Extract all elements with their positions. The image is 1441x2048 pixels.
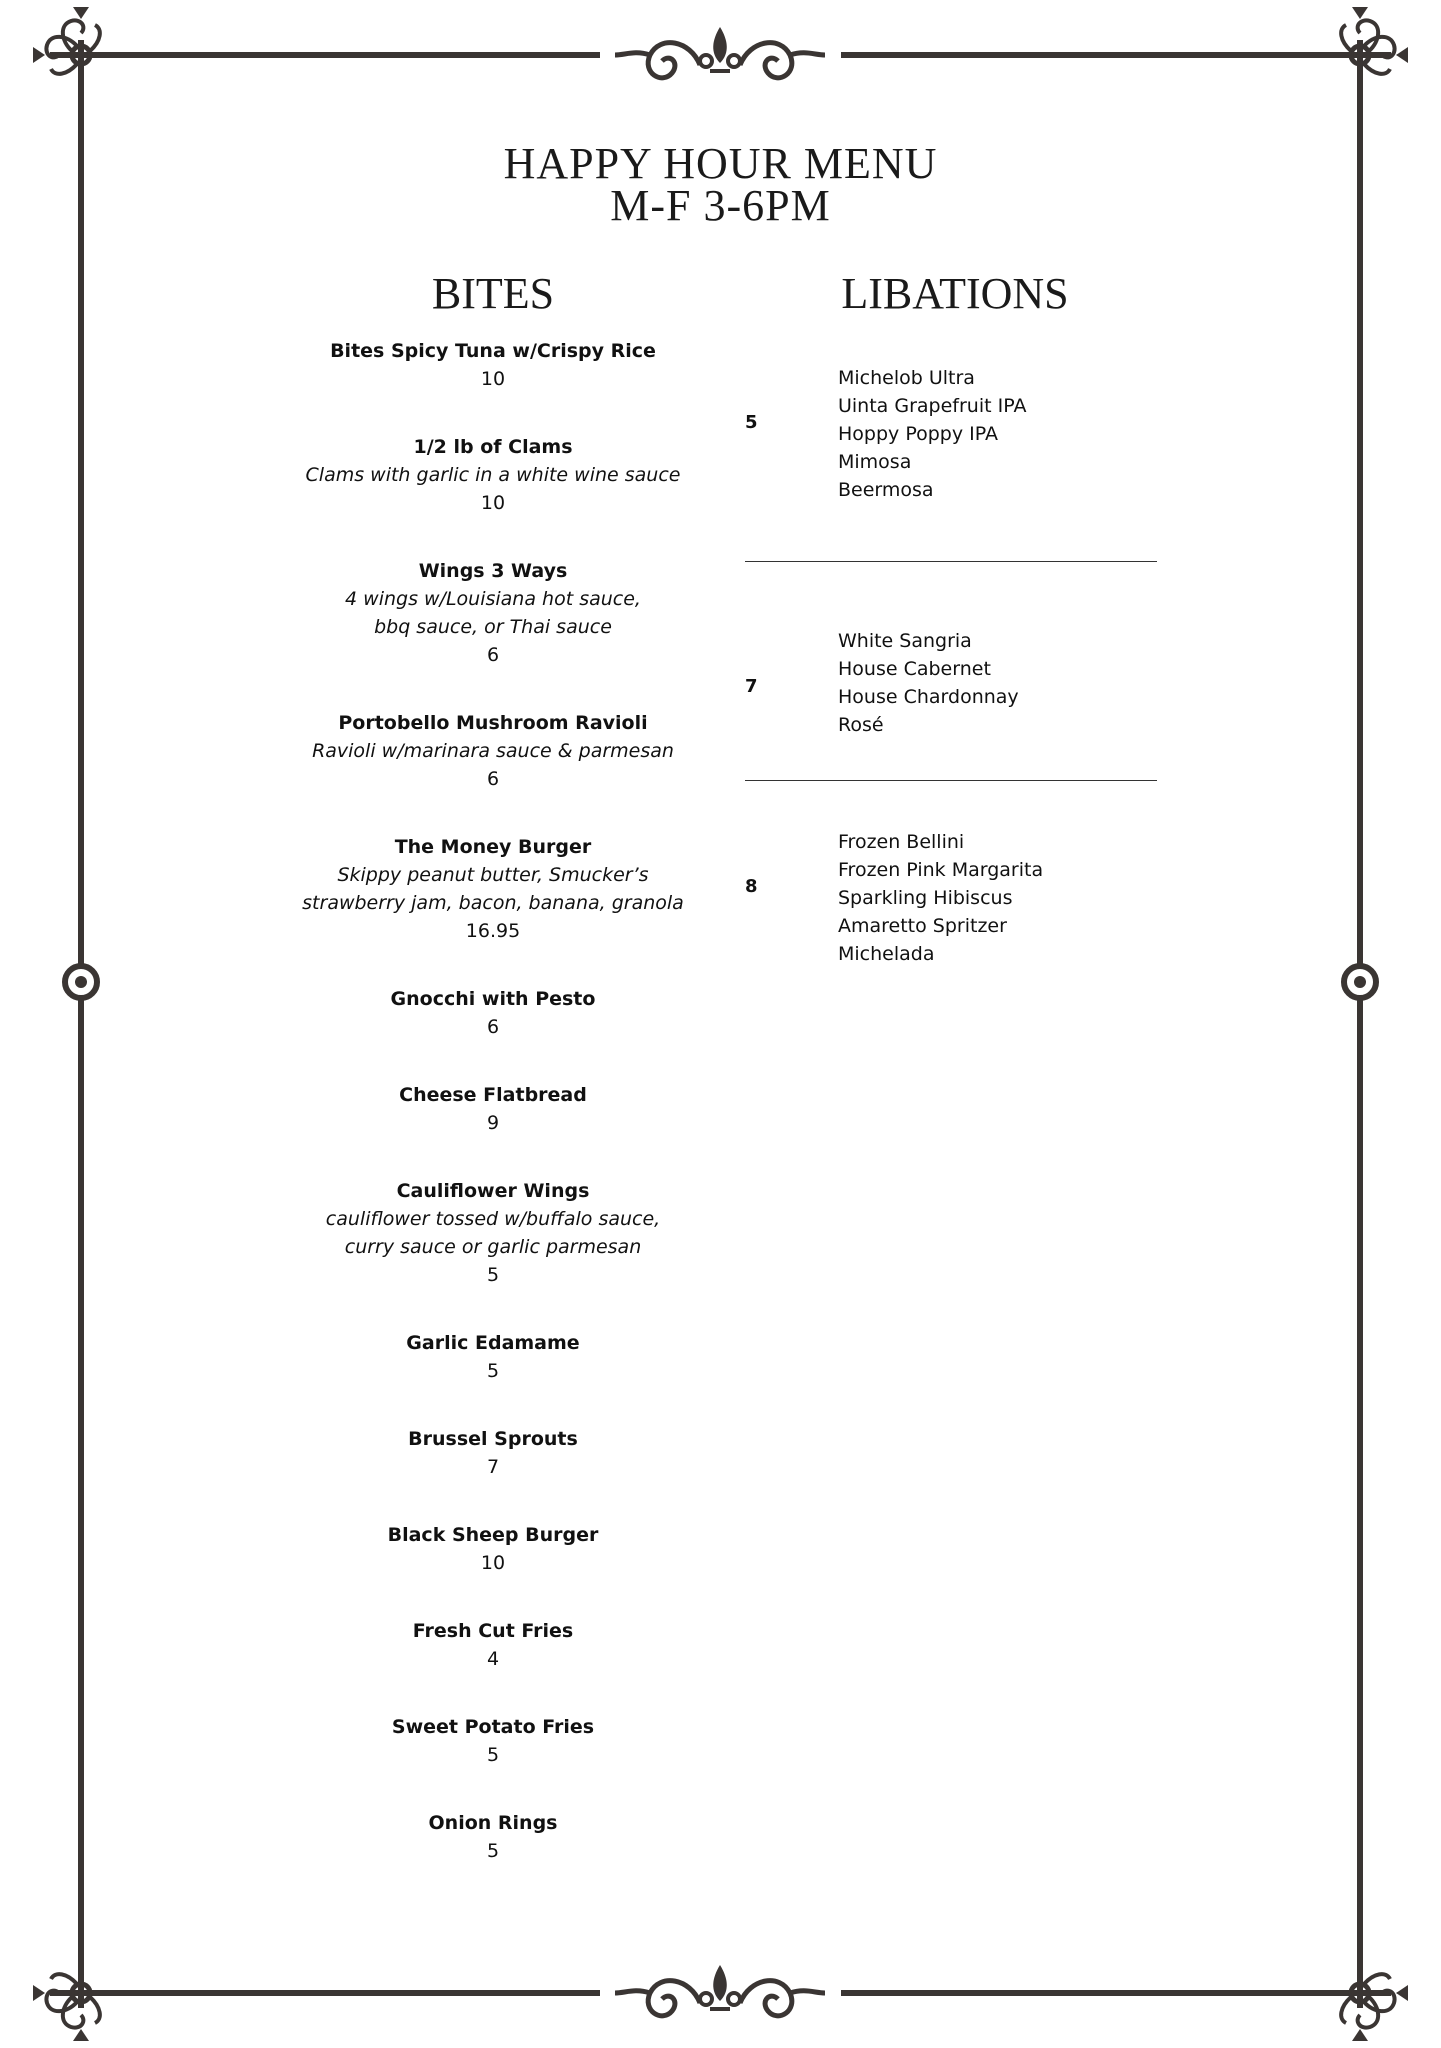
bite-description: strawberry jam, bacon, banana, granola bbox=[302, 892, 684, 914]
bite-price: 5 bbox=[486, 1360, 500, 1382]
libation-drinks bbox=[838, 828, 1043, 968]
drink-item: Frozen Bellini bbox=[838, 831, 965, 853]
drink-item: Michelada bbox=[838, 943, 935, 965]
bite-item bbox=[243, 1809, 743, 1865]
drink-item: Rosé bbox=[838, 714, 884, 736]
bite-item bbox=[243, 1713, 743, 1769]
drink-item: Frozen Pink Margarita bbox=[838, 859, 1044, 881]
bite-item bbox=[243, 985, 743, 1041]
bite-name: Wings 3 Ways bbox=[418, 560, 568, 582]
bite-price: 10 bbox=[480, 492, 506, 514]
bite-price: 5 bbox=[486, 1264, 500, 1286]
bite-name: Gnocchi with Pesto bbox=[390, 988, 596, 1010]
drink-item: Mimosa bbox=[838, 451, 912, 473]
bite-item bbox=[243, 709, 743, 793]
libation-price: 7 bbox=[745, 676, 758, 697]
bite-description: Clams with garlic in a white wine sauce bbox=[305, 464, 681, 486]
libation-price: 8 bbox=[745, 876, 758, 897]
bite-price: 9 bbox=[486, 1112, 500, 1134]
bite-price: 5 bbox=[486, 1744, 500, 1766]
bite-item bbox=[243, 557, 743, 669]
bite-name: Portobello Mushroom Ravioli bbox=[338, 712, 648, 734]
bite-description: Ravioli w/marinara sauce & parmesan bbox=[312, 740, 674, 762]
bite-description: cauliflower tossed w/buffalo sauce, bbox=[325, 1208, 661, 1230]
bite-price: 6 bbox=[486, 644, 500, 666]
libation-drinks bbox=[838, 627, 1019, 739]
divider bbox=[745, 561, 1157, 562]
bites-list bbox=[243, 337, 743, 1905]
bite-price: 6 bbox=[486, 768, 500, 790]
bite-item bbox=[243, 1177, 743, 1289]
menu-title: HAPPY HOUR MENU bbox=[503, 139, 938, 188]
menu-hours: M-F 3-6PM bbox=[610, 181, 831, 230]
bite-item bbox=[243, 1081, 743, 1137]
bite-price: 6 bbox=[486, 1016, 500, 1038]
bite-description: 4 wings w/Louisiana hot sauce, bbox=[345, 588, 641, 610]
bite-description: Skippy peanut butter, Smucker’s bbox=[337, 864, 649, 886]
bite-description: curry sauce or garlic parmesan bbox=[344, 1236, 642, 1258]
bite-item bbox=[243, 433, 743, 517]
bite-name: Cauliflower Wings bbox=[396, 1180, 590, 1202]
drink-item: Beermosa bbox=[838, 479, 934, 501]
bite-name: Garlic Edamame bbox=[406, 1332, 580, 1354]
bite-price: 16.95 bbox=[465, 920, 521, 942]
bite-name: Bites Spicy Tuna w/Crispy Rice bbox=[330, 340, 656, 362]
bite-item bbox=[243, 1617, 743, 1673]
bite-description: bbq sauce, or Thai sauce bbox=[374, 616, 612, 638]
drink-item: House Chardonnay bbox=[838, 686, 1019, 708]
bite-name: Fresh Cut Fries bbox=[412, 1620, 574, 1642]
bite-name: Onion Rings bbox=[428, 1812, 558, 1834]
bite-price: 4 bbox=[486, 1648, 500, 1670]
bite-name: Brussel Sprouts bbox=[408, 1428, 578, 1450]
bite-name: Sweet Potato Fries bbox=[391, 1716, 595, 1738]
drink-item: Sparkling Hibiscus bbox=[838, 887, 1013, 909]
bite-price: 7 bbox=[486, 1456, 500, 1478]
libation-drinks bbox=[838, 364, 1026, 504]
divider bbox=[745, 780, 1157, 781]
bite-item bbox=[243, 833, 743, 945]
libations-heading: LIBATIONS bbox=[841, 269, 1069, 318]
bite-name: Black Sheep Burger bbox=[387, 1524, 599, 1546]
drink-item: White Sangria bbox=[838, 630, 972, 652]
bite-price: 5 bbox=[486, 1840, 500, 1862]
bite-name: Cheese Flatbread bbox=[399, 1084, 587, 1106]
bite-item bbox=[243, 1329, 743, 1385]
libation-price: 5 bbox=[745, 412, 758, 433]
drink-item: House Cabernet bbox=[838, 658, 991, 680]
drink-item: Michelob Ultra bbox=[838, 367, 975, 389]
drink-item: Hoppy Poppy IPA bbox=[838, 423, 998, 445]
bite-price: 10 bbox=[480, 368, 506, 390]
bite-name: The Money Burger bbox=[394, 836, 592, 858]
drink-item: Amaretto Spritzer bbox=[838, 915, 1007, 937]
drink-item: Uinta Grapefruit IPA bbox=[838, 395, 1027, 417]
bite-item bbox=[243, 1521, 743, 1577]
bites-heading: BITES bbox=[431, 269, 555, 318]
bite-item bbox=[243, 1425, 743, 1481]
bite-price: 10 bbox=[480, 1552, 506, 1574]
bite-name: 1/2 lb of Clams bbox=[413, 436, 573, 458]
bite-item bbox=[243, 337, 743, 393]
